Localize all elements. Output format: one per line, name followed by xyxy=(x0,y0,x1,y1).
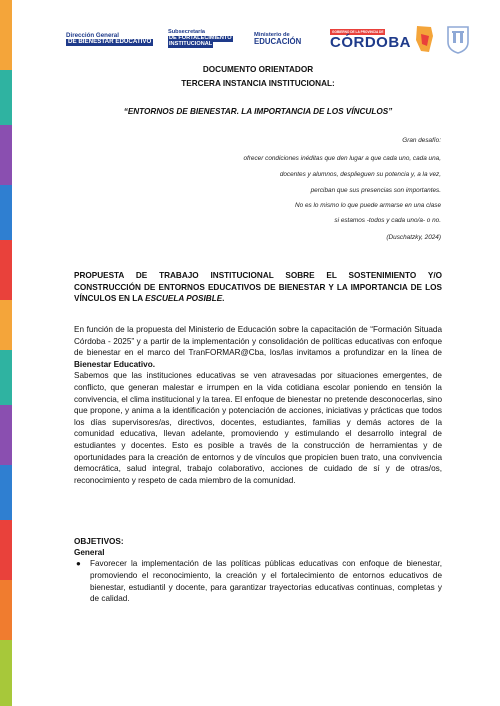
doc-subtitle: TERCERA INSTANCIA INSTITUCIONAL: xyxy=(181,79,335,88)
proposal-heading: PROPUESTA DE TRABAJO INSTITUCIONAL SOBRE EL SOSTENIMIENTO Y/O CONSTRUCCIÓN DE ENTORNOS EDUCATIVOS DE BIENESTAR Y LA IMPORTANCIA DE LOS VÍNCULOS EN LA ESCUELA POSIBLE. xyxy=(74,271,442,304)
logo-ministerio: Ministerio de EDUCACIÓN xyxy=(254,31,302,46)
proposal-paragraph-2: Sabemos que las instituciones educativas se ven atravesadas por situaciones emergentes, de conflicto, que generan malestar e irrumpen en la vida cotidiana escolar poniendo en tensión la convivencia, el clima institucional y la tarea. El enfoque de bienestar no pretende desconocerlas, sino que propone, y anima a la identificación y potenciación de acciones, iniciativas y prácticas que todos los días supervisores/as, directivos, docentes, estudiantes, familias y demás actores de la comunidad educativa, llevan adelante, promoviendo y estimulando el desarrollo integral de estudiantes y docentes. Esto es posible a través de la construcción de herramientas y de oportunidades para la creación de entornos y de vínculos que propicien buen trato, una convivencia democrática, salud integral, trabajo colaborativo, acciones de cuidado de sí y de otras/os, reconocimiento y respeto de cada miembro de la comunidad. xyxy=(74,371,442,485)
bullet-icon: ● xyxy=(76,559,81,569)
proposal-paragraph-1: En función de la propuesta del Ministerio de Educación sobre la capacitación de “Formación Situada Córdoba - 2025” y a partir de la implementación y consolidación de políticas educativas con enfoque de bienestar en el marco del TranFORMAR@Cba, los/las invitamos a profundizar en la línea de Bienestar Educativo. xyxy=(74,325,442,369)
logo-bienestar: Dirección General DE BIENESTAR EDUCATIVO xyxy=(66,31,152,45)
decorative-side-stripes xyxy=(0,0,12,706)
header-logos xyxy=(66,20,480,58)
objectives-heading: OBJETIVOS: xyxy=(74,537,124,546)
objectives-section xyxy=(74,536,442,605)
epigraph-citation: (Duschatzky, 2024) xyxy=(386,234,441,241)
doc-theme-title: “ENTORNOS DE BIENESTAR. LA IMPORTANCIA DE LOS VÍNCULOS” xyxy=(123,107,393,116)
epigraph-line: si estamos -todos y cada uno/a- o no. xyxy=(334,217,441,224)
list-item: ● Favorecer la implementación de las políticas públicas educativas con enfoque de bienestar, promoviendo el reconocimiento, la creación y el fortalecimiento de entornos educativos de bienestar, estudiantil y docente, para garantizar trayectorias educativas continuas, completas y de calidad. xyxy=(76,559,442,604)
logo-fortalecimiento: Subsecretaría DE FORTALECIMIENTO INSTITUCIONAL xyxy=(168,29,232,47)
proposal-body xyxy=(74,324,442,486)
epigraph-line: No es lo mismo lo que puede armarse en una clase xyxy=(295,202,441,209)
epigraph-line: docentes y alumnos, desplieguen su potencia y, a la vez, xyxy=(279,171,441,178)
objectives-subheading: General xyxy=(74,548,105,558)
cordoba-map-icon xyxy=(413,24,435,54)
epigraph-line: perciban que sus presencias son importantes. xyxy=(310,187,441,194)
government-seal-icon xyxy=(445,24,471,54)
objectives-list xyxy=(74,558,442,604)
epigraph-line: Gran desafío: xyxy=(402,137,441,144)
doc-title: DOCUMENTO ORIENTADOR xyxy=(202,65,314,74)
epigraph-line: ofrecer condiciones inéditas que den lugar a que cada uno, cada una, xyxy=(243,155,441,162)
logo-cordoba: GOBIERNO DE LA PROVINCIA DE CÓRDOBA xyxy=(330,29,411,51)
